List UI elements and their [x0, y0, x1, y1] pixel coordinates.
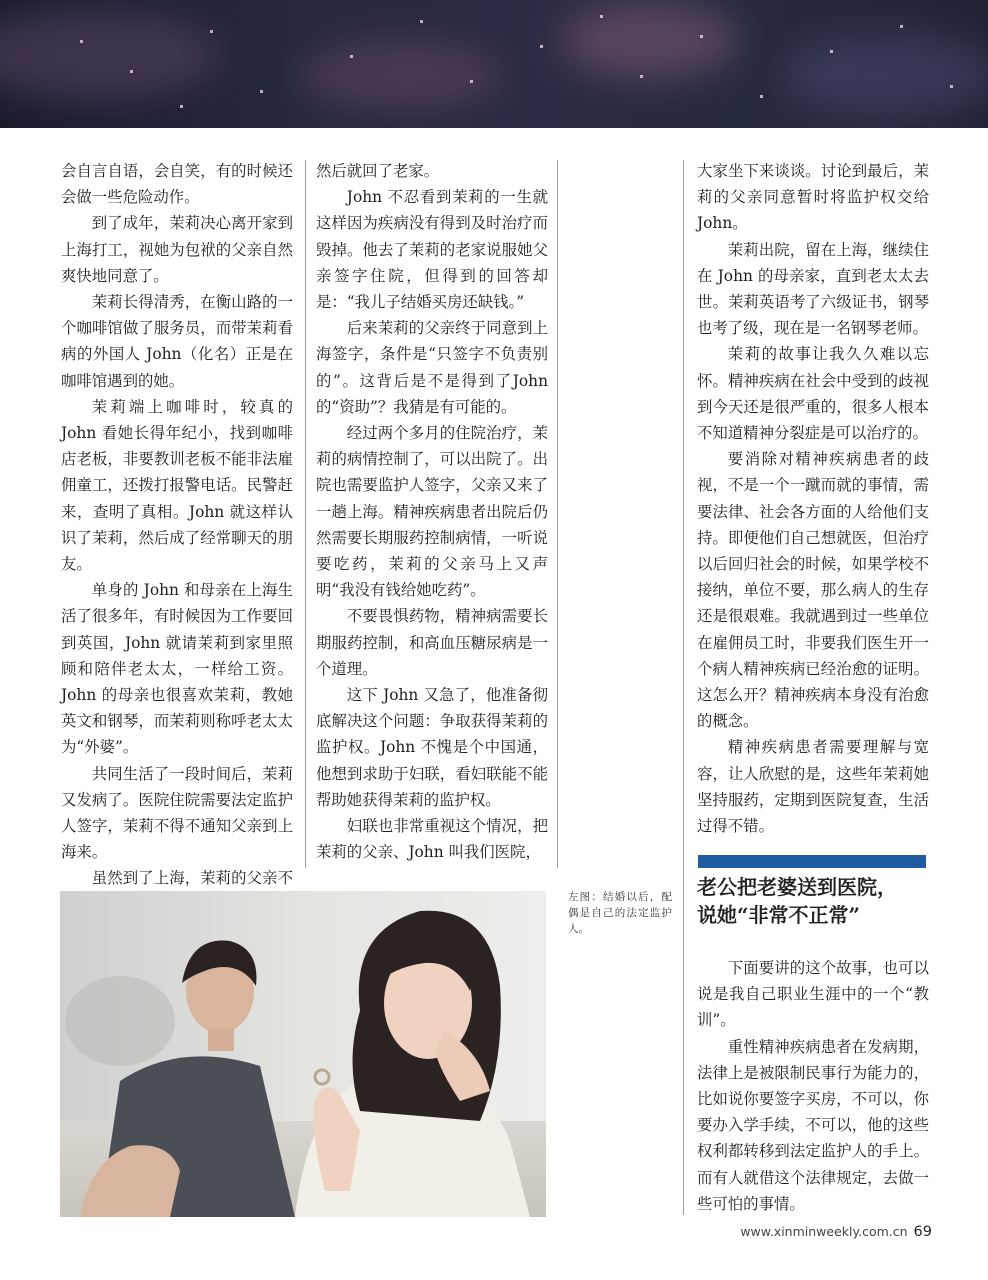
photo-caption: 左图：结婚以后，配偶是自己的法定监护人。 — [568, 891, 672, 935]
paragraph: 不要畏惧药物，精神病需要长期服药控制，和高血压糖尿病是一个道理。 — [316, 607, 548, 678]
couple-photo — [60, 891, 546, 1217]
section-heading-line-1: 老公把老婆送到医院， — [697, 875, 897, 899]
paragraph: 单身的 John 和母亲在上海生活了很多年，有时候因为工作要回到英国，John 就请茉莉到家里照顾和陪伴老太太，一样给工资。John 的母亲也很喜欢茉莉，教她英文和钢琴，而茉莉则称呼老太太为“外婆”。 — [61, 581, 293, 757]
paragraph: 后来茉莉的父亲终于同意到上海签字，条件是“只签字不负责别的”。这背后是不是得到了John的“资助”？我猜是有可能的。 — [316, 319, 548, 416]
paragraph: 虽然到了上海，茉莉的父亲不 — [91, 869, 293, 888]
paragraph: 共同生活了一段时间后，茉莉又发病了。医院住院需要法定监护人签字，茉莉不得不通知父亲到上海来。 — [61, 764, 293, 862]
paragraph: 茉莉长得清秀，在衡山路的一个咖啡馆做了服务员，而带茉莉看病的外国人 John（化名）正是在咖啡馆遇到的她。 — [61, 293, 293, 390]
page-number: 69 — [913, 1224, 932, 1240]
paragraph: 经过两个多月的住院治疗，茉莉的病情控制了，可以出院了。出院也需要监护人签字，父亲又来了一趟上海。精神疾病患者出院后仍然需要长期服药控制病情，一听说要吃药，茉莉的父亲马上又声明“我没有钱给她吃药”。 — [316, 424, 548, 600]
paragraph: 这下 John 又急了，他准备彻底解决这个问题：争取获得茉莉的监护权。John 不愧是个中国通，他想到求助于妇联，看妇联能不能帮助她获得茉莉的监护权。 — [316, 686, 548, 809]
paragraph: 要消除对精神疾病患者的歧视，不是一个一蹴而就的事情，需要法律、社会各方面的人给他们支持。即便他们自己想就医，但治疗以后回归社会的时候，如果学校不接纳，单位不要，那么病人的生存还是很艰难。我就遇到过一些单位在雇佣员工时，非要我们医生开一个病人精神疾病已经治愈的证明。这怎么开？精神疾病本身没有治愈的概念。 — [697, 450, 929, 731]
paragraph: 会自言自语，会自笑，有的时候还会做一些危险动作。 — [61, 162, 293, 207]
paragraph: 到了成年，茉莉决心离开家到上海打工，视她为包袱的父亲自然爽快地同意了。 — [61, 214, 293, 285]
paragraph: 下面要讲的这个故事，也可以说是我自己职业生涯中的一个“教训”。 — [697, 959, 929, 1030]
paragraph: John 不忍看到茉莉的一生就这样因为疾病没有得到及时治疗而毁掉。他去了茉莉的老家说服她父亲签字住院，但得到的回答却是：“我儿子结婚买房还缺钱。” — [316, 188, 548, 312]
paragraph: 然后就回了老家。 — [316, 162, 440, 180]
paragraph: 妇联也非常重视这个情况，把茉莉的父亲、John 叫我们医院， — [316, 817, 548, 862]
column-rule — [683, 160, 684, 1215]
section-heading-line-2: 说她“非常不正常” — [697, 903, 861, 927]
page-footer — [700, 1224, 932, 1240]
article-column-3 — [697, 158, 929, 839]
footer-website[interactable]: www.xinminweekly.com.cn — [740, 1224, 908, 1239]
section-heading — [697, 873, 929, 929]
column-rule — [557, 160, 558, 868]
header-banner-image — [0, 0, 988, 128]
paragraph: 茉莉出院，留在上海，继续住在 John 的母亲家，直到老太太去世。茉莉英语考了六级证书，钢琴也考了级，现在是一名钢琴老师。 — [697, 240, 929, 338]
paragraph: 重性精神疾病患者在发病期，法律上是被限制民事行为能力的，比如说你要签字买房，不可以，你要办入学手续，不可以，他的这些权利都转移到法定监护人的手上。而有人就借这个法律规定，去做一些可怕的事情。 — [697, 1037, 929, 1213]
article-column-1 — [61, 158, 293, 918]
article-column-2 — [316, 158, 548, 865]
paragraph: 大家坐下来谈谈。讨论到最后，茉莉的父亲同意暂时将监护权交给 John。 — [697, 162, 929, 233]
couple-photo-illustration — [60, 891, 546, 1217]
section-body — [697, 955, 929, 1217]
section-accent-bar — [698, 855, 926, 868]
column-rule — [305, 160, 306, 868]
paragraph: 茉莉端上咖啡时，较真的 John 看她长得年纪小，找到咖啡店老板，非要教训老板不能非法雇佣童工，还拨打报警电话。民警赶来，查明了真相。John 就这样认识了茉莉，然后成了经常聊天的朋友。 — [61, 397, 293, 574]
paragraph: 茉莉的故事让我久久难以忘怀。精神疾病在社会中受到的歧视到今天还是很严重的，很多人根本不知道精神分裂症是可以治疗的。 — [697, 345, 929, 443]
paragraph: 精神疾病患者需要理解与宽容，让人欣慰的是，这些年茉莉她坚持服药，定期到医院复查，生活过得不错。 — [697, 738, 929, 836]
